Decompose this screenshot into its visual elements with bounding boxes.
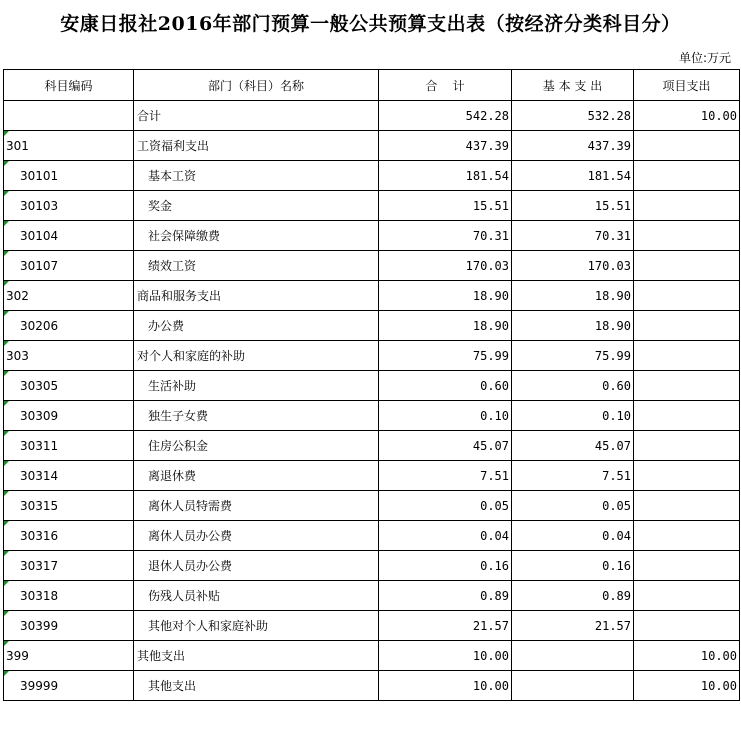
table-row bbox=[4, 311, 740, 341]
name-cell[interactable]: 社会保障缴费 bbox=[134, 221, 379, 251]
cell-error-indicator-icon bbox=[4, 281, 9, 286]
project-cell[interactable] bbox=[634, 341, 740, 371]
table-row bbox=[4, 461, 740, 491]
code-text: 30103 bbox=[20, 198, 59, 213]
cell-error-indicator-icon bbox=[4, 401, 9, 406]
cell-error-indicator-icon bbox=[4, 431, 9, 436]
header-project: 项目支出 bbox=[634, 70, 740, 101]
cell-error-indicator-icon bbox=[4, 641, 9, 646]
code-cell[interactable] bbox=[4, 551, 134, 581]
code-cell[interactable] bbox=[4, 491, 134, 521]
table-row bbox=[4, 611, 740, 641]
code-cell[interactable] bbox=[4, 131, 134, 161]
code-text: 30309 bbox=[20, 408, 59, 423]
project-cell[interactable] bbox=[634, 131, 740, 161]
code-text: 30206 bbox=[20, 318, 59, 333]
cell-error-indicator-icon bbox=[4, 341, 9, 346]
name-cell[interactable]: 其他对个人和家庭补助 bbox=[134, 611, 379, 641]
name-cell[interactable]: 奖金 bbox=[134, 191, 379, 221]
table-row bbox=[4, 581, 740, 611]
table-row bbox=[4, 671, 740, 701]
code-cell[interactable] bbox=[4, 311, 134, 341]
table-row bbox=[4, 431, 740, 461]
total-cell[interactable]: 70.31 bbox=[379, 221, 512, 251]
code-text: 399 bbox=[6, 648, 29, 663]
cell-error-indicator-icon bbox=[4, 161, 9, 166]
table-row bbox=[4, 341, 740, 371]
name-cell[interactable]: 其他支出 bbox=[134, 671, 379, 701]
project-cell[interactable]: 10.00 bbox=[634, 101, 740, 131]
table-row bbox=[4, 191, 740, 221]
total-cell[interactable]: 18.90 bbox=[379, 311, 512, 341]
code-text: 39999 bbox=[20, 678, 59, 693]
name-cell[interactable]: 住房公积金 bbox=[134, 431, 379, 461]
basic-cell[interactable]: 0.60 bbox=[512, 371, 634, 401]
total-cell[interactable]: 437.39 bbox=[379, 131, 512, 161]
name-cell[interactable]: 离休人员办公费 bbox=[134, 521, 379, 551]
code-cell[interactable] bbox=[4, 521, 134, 551]
cell-error-indicator-icon bbox=[4, 251, 9, 256]
name-cell[interactable]: 伤残人员补贴 bbox=[134, 581, 379, 611]
table-row bbox=[4, 131, 740, 161]
cell-error-indicator-icon bbox=[4, 461, 9, 466]
cell-error-indicator-icon bbox=[4, 521, 9, 526]
project-cell[interactable] bbox=[634, 431, 740, 461]
project-cell[interactable]: 10.00 bbox=[634, 641, 740, 671]
total-cell[interactable]: 542.28 bbox=[379, 101, 512, 131]
basic-cell[interactable]: 45.07 bbox=[512, 431, 634, 461]
total-cell[interactable]: 0.16 bbox=[379, 551, 512, 581]
basic-cell[interactable]: 18.90 bbox=[512, 311, 634, 341]
project-cell[interactable] bbox=[634, 401, 740, 431]
code-cell[interactable] bbox=[4, 221, 134, 251]
name-cell[interactable]: 其他支出 bbox=[134, 641, 379, 671]
table-row bbox=[4, 371, 740, 401]
cell-error-indicator-icon bbox=[4, 311, 9, 316]
name-cell[interactable]: 生活补助 bbox=[134, 371, 379, 401]
basic-cell[interactable]: 181.54 bbox=[512, 161, 634, 191]
basic-cell[interactable]: 437.39 bbox=[512, 131, 634, 161]
total-cell[interactable]: 170.03 bbox=[379, 251, 512, 281]
code-cell[interactable] bbox=[4, 401, 134, 431]
code-cell[interactable] bbox=[4, 371, 134, 401]
total-cell[interactable]: 181.54 bbox=[379, 161, 512, 191]
basic-cell[interactable]: 75.99 bbox=[512, 341, 634, 371]
cell-error-indicator-icon bbox=[4, 551, 9, 556]
project-cell[interactable] bbox=[634, 551, 740, 581]
name-cell[interactable]: 离休人员特需费 bbox=[134, 491, 379, 521]
code-cell[interactable] bbox=[4, 101, 134, 131]
code-cell[interactable] bbox=[4, 281, 134, 311]
cell-error-indicator-icon bbox=[4, 491, 9, 496]
code-text: 30311 bbox=[20, 438, 59, 453]
basic-cell[interactable]: 21.57 bbox=[512, 611, 634, 641]
name-cell[interactable]: 合计 bbox=[134, 101, 379, 131]
code-cell[interactable] bbox=[4, 191, 134, 221]
header-total: 合 计 bbox=[379, 70, 512, 101]
budget-table bbox=[3, 69, 740, 701]
code-text: 30317 bbox=[20, 558, 59, 573]
table-row bbox=[4, 521, 740, 551]
code-cell[interactable] bbox=[4, 671, 134, 701]
total-cell[interactable]: 10.00 bbox=[379, 641, 512, 671]
code-text: 30101 bbox=[20, 168, 59, 183]
table-row bbox=[4, 221, 740, 251]
basic-cell[interactable]: 70.31 bbox=[512, 221, 634, 251]
project-cell[interactable] bbox=[634, 281, 740, 311]
total-cell[interactable]: 15.51 bbox=[379, 191, 512, 221]
total-cell[interactable]: 0.10 bbox=[379, 401, 512, 431]
header-code: 科目编码 bbox=[4, 70, 134, 101]
cell-error-indicator-icon bbox=[4, 371, 9, 376]
basic-cell[interactable]: 15.51 bbox=[512, 191, 634, 221]
cell-error-indicator-icon bbox=[4, 131, 9, 136]
code-text: 30107 bbox=[20, 258, 59, 273]
project-cell[interactable] bbox=[634, 461, 740, 491]
header-basic: 基 本 支 出 bbox=[512, 70, 634, 101]
table-row bbox=[4, 101, 740, 131]
cell-error-indicator-icon bbox=[4, 191, 9, 196]
basic-cell[interactable]: 0.10 bbox=[512, 401, 634, 431]
code-text: 303 bbox=[6, 348, 29, 363]
code-text: 30318 bbox=[20, 588, 59, 603]
total-cell[interactable]: 0.05 bbox=[379, 491, 512, 521]
basic-cell[interactable]: 18.90 bbox=[512, 281, 634, 311]
project-cell[interactable] bbox=[634, 161, 740, 191]
total-cell[interactable]: 45.07 bbox=[379, 431, 512, 461]
project-cell[interactable] bbox=[634, 311, 740, 341]
code-cell[interactable] bbox=[4, 341, 134, 371]
code-cell[interactable] bbox=[4, 641, 134, 671]
cell-error-indicator-icon bbox=[4, 611, 9, 616]
cell-error-indicator-icon bbox=[4, 581, 9, 586]
project-cell[interactable] bbox=[634, 521, 740, 551]
name-cell[interactable]: 商品和服务支出 bbox=[134, 281, 379, 311]
total-cell[interactable]: 0.04 bbox=[379, 521, 512, 551]
basic-cell[interactable]: 0.89 bbox=[512, 581, 634, 611]
total-cell[interactable]: 18.90 bbox=[379, 281, 512, 311]
basic-cell[interactable] bbox=[512, 641, 634, 671]
total-cell[interactable]: 7.51 bbox=[379, 461, 512, 491]
basic-cell[interactable] bbox=[512, 671, 634, 701]
name-cell[interactable]: 退休人员办公费 bbox=[134, 551, 379, 581]
code-text: 30104 bbox=[20, 228, 59, 243]
project-cell[interactable] bbox=[634, 251, 740, 281]
project-cell[interactable] bbox=[634, 611, 740, 641]
table-row bbox=[4, 641, 740, 671]
code-text: 30314 bbox=[20, 468, 59, 483]
code-cell[interactable] bbox=[4, 611, 134, 641]
code-cell[interactable] bbox=[4, 161, 134, 191]
table-row bbox=[4, 401, 740, 431]
table-row bbox=[4, 551, 740, 581]
total-cell[interactable]: 0.89 bbox=[379, 581, 512, 611]
name-cell[interactable]: 绩效工资 bbox=[134, 251, 379, 281]
code-text: 30399 bbox=[20, 618, 59, 633]
total-cell[interactable]: 10.00 bbox=[379, 671, 512, 701]
project-cell[interactable] bbox=[634, 371, 740, 401]
basic-cell[interactable]: 7.51 bbox=[512, 461, 634, 491]
total-cell[interactable]: 0.60 bbox=[379, 371, 512, 401]
basic-cell[interactable]: 532.28 bbox=[512, 101, 634, 131]
basic-cell[interactable]: 0.04 bbox=[512, 521, 634, 551]
table-row bbox=[4, 161, 740, 191]
project-cell[interactable]: 10.00 bbox=[634, 671, 740, 701]
table-row bbox=[4, 281, 740, 311]
basic-cell[interactable]: 170.03 bbox=[512, 251, 634, 281]
name-cell[interactable]: 独生子女费 bbox=[134, 401, 379, 431]
code-text: 30315 bbox=[20, 498, 59, 513]
table-row bbox=[4, 491, 740, 521]
name-cell[interactable]: 基本工资 bbox=[134, 161, 379, 191]
name-cell[interactable]: 离退休费 bbox=[134, 461, 379, 491]
code-cell[interactable] bbox=[4, 251, 134, 281]
basic-cell[interactable]: 0.16 bbox=[512, 551, 634, 581]
table-row bbox=[4, 251, 740, 281]
code-text: 30316 bbox=[20, 528, 59, 543]
code-text: 30305 bbox=[20, 378, 59, 393]
basic-cell[interactable]: 0.05 bbox=[512, 491, 634, 521]
code-text: 302 bbox=[6, 288, 29, 303]
code-cell[interactable] bbox=[4, 431, 134, 461]
header-name: 部门（科目）名称 bbox=[134, 70, 379, 101]
cell-error-indicator-icon bbox=[4, 221, 9, 226]
name-cell[interactable]: 对个人和家庭的补助 bbox=[134, 341, 379, 371]
total-cell[interactable]: 75.99 bbox=[379, 341, 512, 371]
code-cell[interactable] bbox=[4, 581, 134, 611]
cell-error-indicator-icon bbox=[4, 671, 9, 676]
page-title: 安康日报社2016年部门预算一般公共预算支出表（按经济分类科目分） bbox=[60, 13, 681, 35]
project-cell[interactable] bbox=[634, 221, 740, 251]
table-header-row bbox=[4, 70, 740, 101]
code-cell[interactable] bbox=[4, 461, 134, 491]
name-cell[interactable]: 工资福利支出 bbox=[134, 131, 379, 161]
project-cell[interactable] bbox=[634, 191, 740, 221]
unit-label: 单位:万元 bbox=[678, 51, 731, 65]
total-cell[interactable]: 21.57 bbox=[379, 611, 512, 641]
project-cell[interactable] bbox=[634, 581, 740, 611]
name-cell[interactable]: 办公费 bbox=[134, 311, 379, 341]
project-cell[interactable] bbox=[634, 491, 740, 521]
code-text: 301 bbox=[6, 138, 29, 153]
